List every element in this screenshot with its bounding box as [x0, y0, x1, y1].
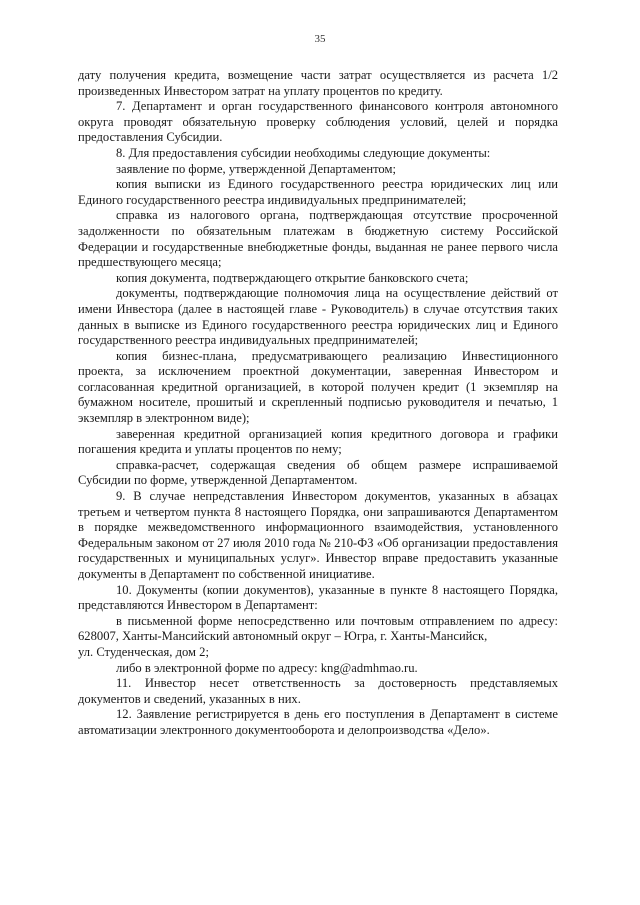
paragraph-7: 7. Департамент и орган государственного финансового контроля автономного округа проводят обязательную проверку соблюдения условий, целей и порядка предоставления Субсидии.	[78, 99, 558, 145]
paragraph-8-authority-documents: документы, подтверждающие полномочия лица на осуществление действий от имени Инвестора (далее в настоящей главе - Руководитель) в случае отсутствия таких данных в выписке из Единого государственного реестра юридических лиц и Единого государственного реестра индивидуальных предпринимателей;	[78, 286, 558, 348]
paragraph-8-application: заявление по форме, утвержденной Департаментом;	[116, 161, 396, 176]
paragraph-10-email: либо в электронной форме по адресу: kng@admhmao.ru.	[116, 660, 418, 675]
paragraph-9: 9. В случае непредставления Инвестором документов, указанных в абзацах третьем и четвертом пункта 8 настоящего Порядка, они запрашиваются Департаментом в порядке межведомственного информационного взаимодействия, установленного Федеральным законом от 27 июля 2010 года № 210-ФЗ «Об организации предоставления государственных и муниципальных услуг». Инвестор вправе предоставить указанные документы в Департамент по собственной инициативе.	[78, 489, 558, 581]
document-body	[78, 68, 558, 739]
paragraph-11: 11. Инвестор несет ответственность за достоверность представляемых документов и сведений, указанных в них.	[78, 676, 558, 706]
paragraph-8-business-plan: копия бизнес-плана, предусматривающего реализацию Инвестиционного проекта, за исключением проектной документации, заверенная Инвестором и согласованная кредитной организацией, в которой получен кредит (1 экземпляр на бумажном носителе, прошитый и скрепленный подписью руководителя и печатью, 1 экземпляр в электронном виде);	[78, 348, 558, 426]
paragraph-8-registry-extract: копия выписки из Единого государственного реестра юридических лиц или Единого государственного реестра индивидуальных предпринимателей;	[78, 177, 558, 207]
paragraph-continuation: дату получения кредита, возмещение части затрат осуществляется из расчета 1/2 произведенных Инвестором затрат на уплату процентов по кредиту.	[78, 68, 558, 98]
page-number: 35	[314, 33, 326, 45]
paragraph-12: 12. Заявление регистрируется в день его поступления в Департамент в системе автоматизации электронного документооборота и делопроизводства «Дело».	[78, 707, 558, 737]
paragraph-10: 10. Документы (копии документов), указанные в пункте 8 настоящего Порядка, представляются Инвестором в Департамент:	[78, 582, 558, 613]
paragraph-8-credit-agreement: заверенная кредитной организацией копия кредитного договора и графики погашения кредита и уплаты процентов по нему;	[78, 426, 558, 457]
paragraph-8: 8. Для предоставления субсидии необходимы следующие документы:	[116, 145, 491, 160]
paragraph-8-bank-account: копия документа, подтверждающего открытие банковского счета;	[116, 270, 469, 285]
paragraph-8-tax-certificate: справка из налогового органа, подтверждающая отсутствие просроченной задолженности по обязательным платежам в бюджетную систему Российской Федерации и государственные внебюджетные фонды, выданная не ранее первого числа предшествующего месяца;	[78, 208, 558, 270]
paragraph-8-subsidy-calculation: справка-расчет, содержащая сведения об общем размере испрашиваемой Субсидии по форме, утвержденной Департаментом.	[78, 457, 558, 488]
paragraph-10-postal: в письменной форме непосредственно или почтовым отправлением по адресу: 628007, Ханты-Мансийский автономный округ – Югра, г. Ханты-Мансийск,	[78, 613, 558, 644]
paragraph-10-street: ул. Студенческая, дом 2;	[78, 644, 209, 659]
